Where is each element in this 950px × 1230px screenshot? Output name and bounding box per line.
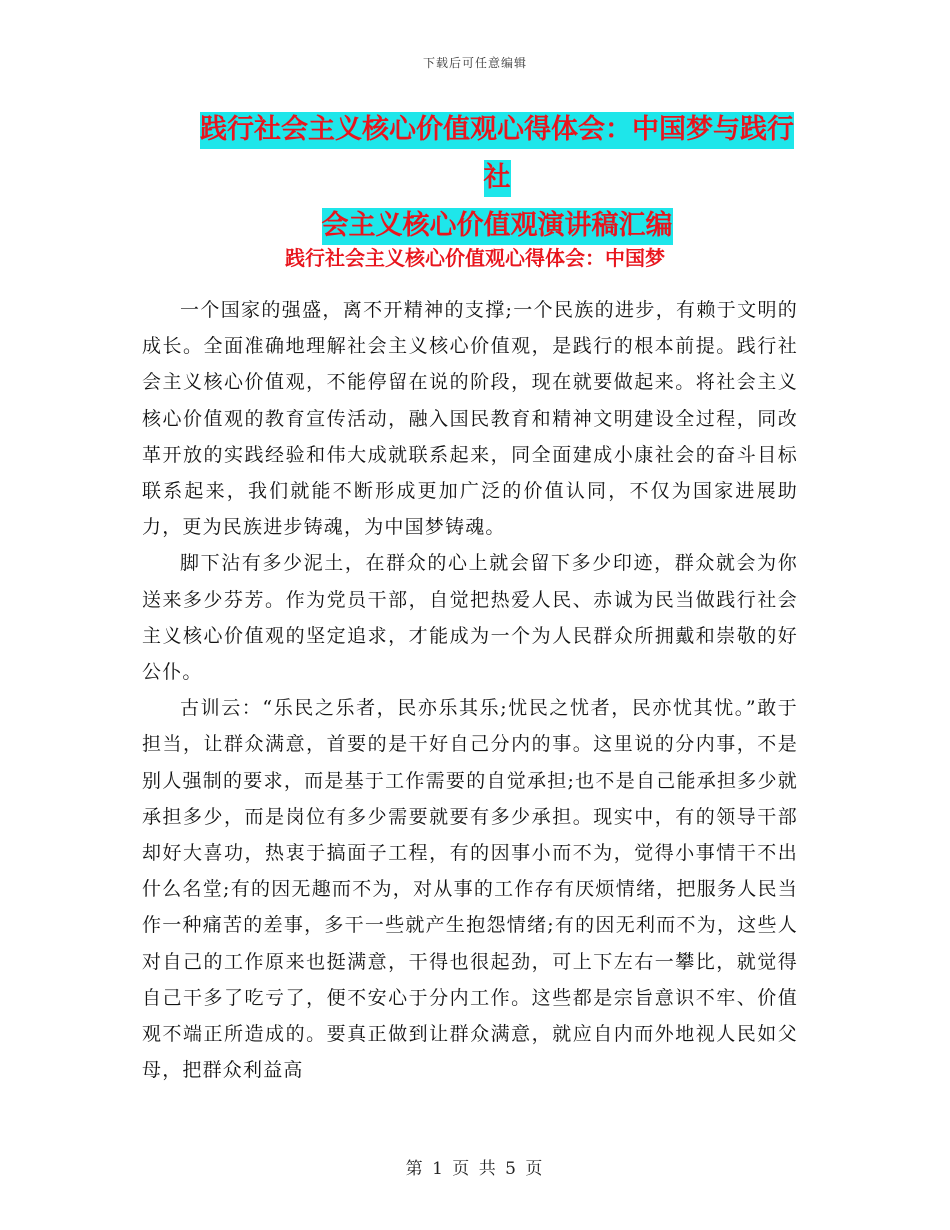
body-text bbox=[142, 292, 798, 1088]
document-title bbox=[192, 106, 802, 250]
section-title: 践行社会主义核心价值观心得体会：中国梦 bbox=[285, 246, 665, 270]
paragraph-3: 古训云：“乐民之乐者，民亦乐其乐;忧民之忧者，民亦忧其忧。”敢于担当，让群众满意，首要的是干好自己分内的事。这里说的分内事，不是别人强制的要求，而是基于工作需要的自觉承担;也不是自己能承担多少就承担多少，而是岗位有多少需要就要有多少承担。现实中，有的领导干部却好大喜功，热衷于搞面子工程，有的因事小而不为，觉得小事情干不出什么名堂;有的因无趣而不为，对从事的工作存有厌烦情绪，把服务人民当作一种痛苦的差事，多干一些就产生抱怨情绪;有的因无利而不为，这些人对自己的工作原来也挺满意，干得也很起劲，可上下左右一攀比，就觉得自己干多了吃亏了，便不安心于分内工作。这些都是宗旨意识不牢、价值观不端正所造成的。要真正做到让群众满意，就应自内而外地视人民如父母，把群众利益高 bbox=[142, 697, 798, 1082]
title-line-1: 践行社会主义核心价值观心得体会：中国梦与践行社 bbox=[200, 112, 794, 197]
page-footer: 第 1 页 共 5 页 bbox=[405, 1159, 545, 1179]
paragraph-2: 脚下沾有多少泥土，在群众的心上就会留下多少印迹，群众就会为你送来多少芬芳。作为党员干部，自觉把热爱人民、赤诚为民当做践行社会主义核心价值观的坚定追求，才能成为一个为人民群众所拥戴和崇敬的好公仆。 bbox=[142, 552, 798, 684]
paragraph-1: 一个国家的强盛，离不开精神的支撑;一个民族的进步，有赖于文明的成长。全面准确地理解社会主义核心价值观，是践行的根本前提。践行社会主义核心价值观，不能停留在说的阶段，现在就要做起来。将社会主义核心价值观的教育宣传活动，融入国民教育和精神文明建设全过程，同改革开放的实践经验和伟大成就联系起来，同全面建成小康社会的奋斗目标联系起来，我们就能不断形成更加广泛的价值认同，不仅为国家进展助力，更为民族进步铸魂，为中国梦铸魂。 bbox=[142, 299, 798, 539]
title-line-2: 会主义核心价值观演讲稿汇编 bbox=[322, 208, 673, 245]
header-note: 下载后可任意编辑 bbox=[422, 56, 527, 70]
